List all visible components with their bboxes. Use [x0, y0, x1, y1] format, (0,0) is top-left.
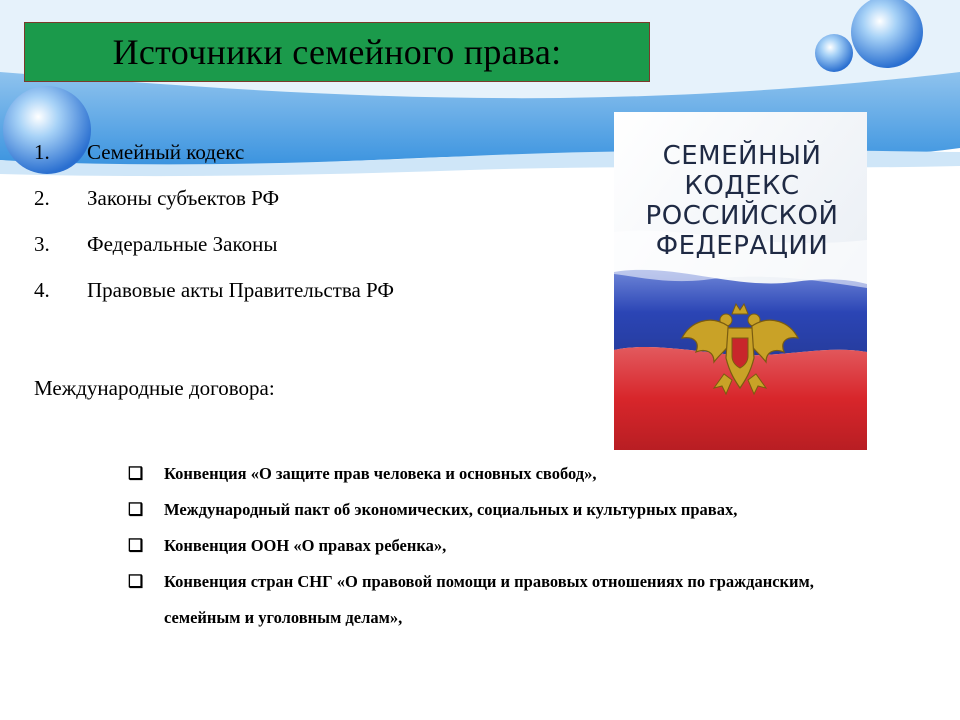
book-title-line: ФЕДЕРАЦИИ [655, 231, 829, 261]
square-bullet-icon: ❑ [128, 464, 144, 483]
family-code-book-cover [614, 112, 867, 450]
list-item [128, 528, 848, 564]
treaty-text: Конвенция «О защите прав человека и основных свобод», [164, 464, 597, 483]
treaty-text: Международный пакт об экономических, социальных и культурных правах, [164, 500, 738, 519]
list-text: Правовые акты Правительства РФ [87, 278, 394, 302]
sources-list [34, 140, 394, 324]
list-item [34, 278, 394, 324]
book-title-line: СЕМЕЙНЫЙ [662, 141, 822, 171]
treaties-list [128, 456, 848, 636]
list-item [34, 232, 394, 278]
list-text: Законы субъектов РФ [87, 186, 280, 210]
treaty-text: Конвенция ООН «О правах ребенка», [164, 536, 447, 555]
square-bullet-icon: ❑ [128, 500, 144, 519]
book-title-line: КОДЕКС [684, 171, 800, 201]
book-title-line: РОССИЙСКОЙ [645, 201, 839, 231]
list-item [34, 186, 394, 232]
square-bullet-icon: ❑ [128, 536, 144, 555]
list-number: 4. [34, 278, 50, 302]
list-item [128, 492, 848, 528]
list-number: 1. [34, 140, 50, 164]
list-item [34, 140, 394, 186]
list-item [128, 564, 848, 636]
list-item [128, 456, 848, 492]
decorative-bubble-small-icon [815, 34, 853, 72]
slide-title-text: Источники семейного права: [112, 32, 562, 72]
list-number: 2. [34, 186, 50, 210]
international-treaties-label: Международные договора: [34, 376, 275, 400]
list-text: Семейный кодекс [87, 140, 245, 164]
slide-title [24, 22, 650, 82]
list-number: 3. [34, 232, 50, 256]
treaty-text: Конвенция стран СНГ «О правовой помощи и правовых отношениях по гражданским, семейным и уголовным делам», [164, 572, 814, 627]
list-text: Федеральные Законы [87, 232, 278, 256]
square-bullet-icon: ❑ [128, 572, 144, 591]
